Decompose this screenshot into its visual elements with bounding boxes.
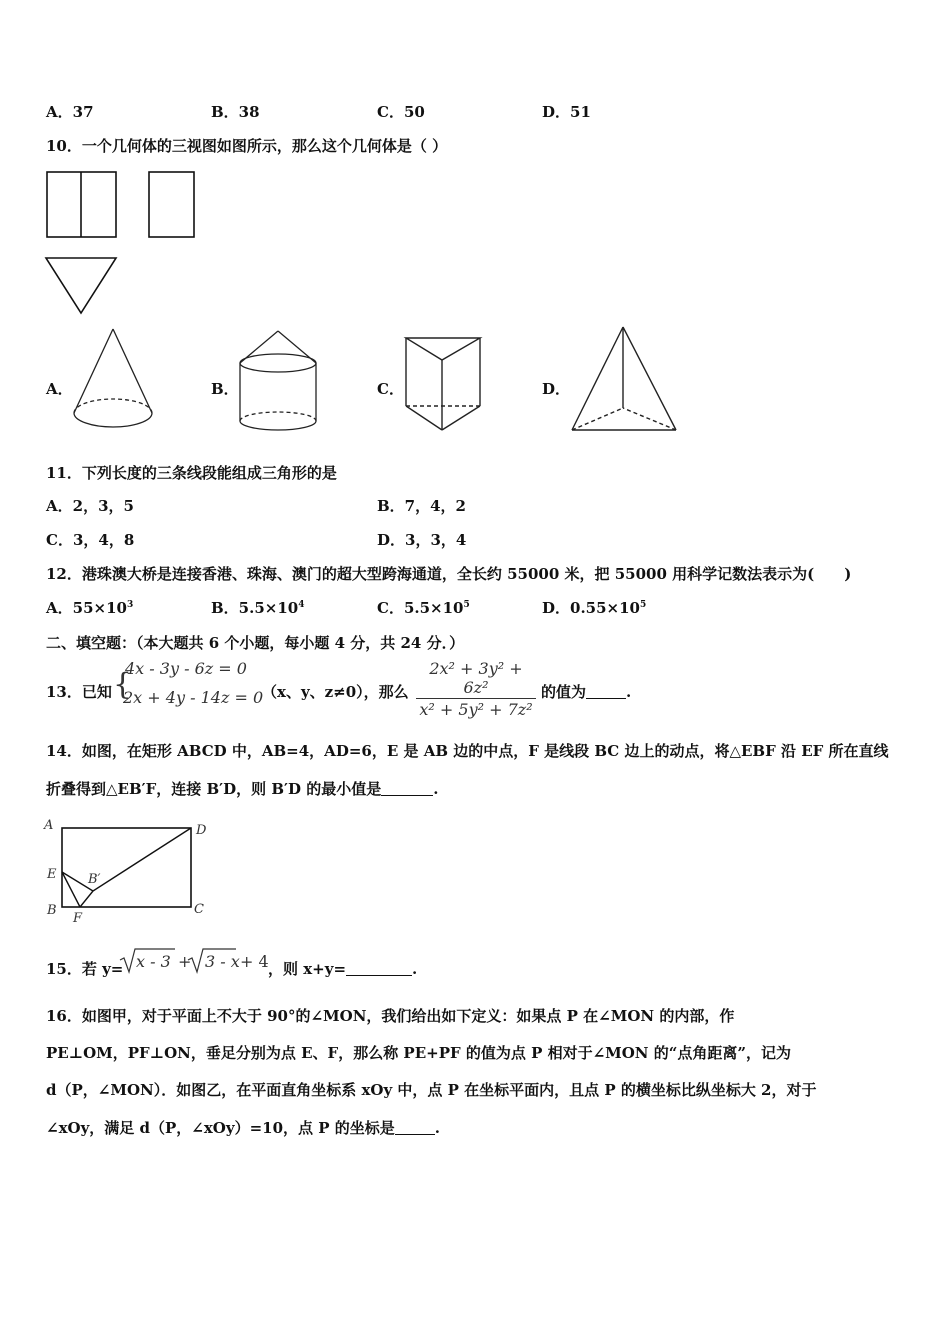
three-view-diagram: [0, 0, 950, 330]
q15-prefix: 15．若 y=: [46, 960, 124, 978]
q16-line-2: PE⊥OM，PF⊥ON，垂足分别为点 E、F，那么称 PE+PF 的值为点 P 相对于∠MON 的“点角距离”，记为: [46, 1044, 792, 1062]
answer-blank: [586, 684, 626, 699]
q13-condition: （x、y、z≠0），那么: [262, 683, 409, 701]
q13-fraction: [416, 659, 536, 719]
q12-option-c: C．$5.5\times 10^5$: [377, 599, 470, 617]
q13-suffix: 的值为 .: [541, 683, 632, 701]
answer-blank: [395, 1120, 435, 1135]
pyramid-figure: [566, 322, 681, 437]
q12-option-d: D．$0.55\times 10^5$: [542, 599, 647, 617]
q12-option-b: B．$5.5\times 10^4$: [211, 599, 305, 617]
label-c: C: [194, 902, 204, 917]
cone-figure: [70, 325, 160, 440]
q10-option-d: D．: [542, 380, 571, 398]
answer-blank: [381, 781, 433, 796]
q16-line-1: 16．如图甲，对于平面上不大于 90°的∠MON，我们给出如下定义：如果点 P 在∠MON 的内部，作: [46, 1007, 735, 1025]
q14-line-2: 折叠得到△EB′F，连接 B′D，则 B′D 的最小值是 .: [46, 780, 439, 798]
label-b: B: [47, 903, 57, 918]
q15-radicand-2: 3 - x: [205, 952, 240, 971]
q9-option-d: D．51: [542, 103, 591, 121]
system-brace: {: [113, 667, 133, 702]
side-view: [149, 172, 194, 237]
fraction-numerator: 2x² + 3y² + 6z²: [429, 659, 523, 697]
section-title: 二、填空题：（本大题共 6 个小题，每小题 4 分，共 24 分．）: [46, 634, 465, 652]
q11-option-d: D．3，3，4: [377, 531, 467, 549]
answer-blank: [346, 961, 412, 976]
q15-plus: +: [178, 952, 192, 971]
fraction-denominator: x² + 5y² + 7z²: [419, 700, 533, 719]
label-b-prime: B′: [88, 872, 101, 887]
q15-radicand-1: x - 3: [136, 952, 171, 971]
q13-equation-1: 4x - 3y - 6z = 0: [125, 659, 247, 678]
q15-text: ，则 x+y= .: [268, 960, 418, 978]
q16-line-4: ∠xOy，满足 d（P，∠xOy）=10，点 P 的坐标是 .: [46, 1119, 440, 1137]
q11-option-c: C．3，4，8: [46, 531, 135, 549]
q11-option-a: A．2，3，5: [46, 497, 134, 515]
prism-figure: [400, 330, 490, 440]
top-view: [46, 258, 116, 313]
q12-option-a: A．$55\times 10^3$: [46, 599, 134, 617]
q16-line-3: d（P，∠MON）．如图乙，在平面直角坐标系 xOy 中，点 P 在坐标平面内，且点 P 的横坐标比纵坐标大 2，对于: [46, 1081, 817, 1099]
q10-stem: 10．一个几何体的三视图如图所示，那么这个几何体是（ ）: [46, 137, 448, 155]
label-d: D: [196, 823, 207, 838]
label-a: A: [44, 818, 54, 833]
q12-stem: 12．港珠澳大桥是连接香港、珠海、澳门的超大型跨海通道，全长约 55000 米，把 55000 用科学记数法表示为( ): [46, 565, 852, 583]
cylinder-cone-figure: [232, 325, 327, 440]
label-e: E: [47, 867, 57, 882]
rectangle-fold-diagram: [40, 815, 220, 927]
q13-equation-2: 2x + 4y - 14z = 0: [123, 688, 264, 707]
q10-option-a: A．: [46, 380, 73, 398]
q9-option-a: A．37: [46, 103, 94, 121]
q9-option-c: C．50: [377, 103, 425, 121]
q11-option-b: B．7，4，2: [377, 497, 466, 515]
q14-line-1: 14．如图，在矩形 ABCD 中，AB=4，AD=6，E 是 AB 边的中点，F 是线段 BC 边上的动点，将△EBF 沿 EF 所在直线: [46, 742, 889, 760]
q10-option-c: C．: [377, 380, 404, 398]
q13-prefix: 13．已知: [46, 683, 112, 701]
label-f: F: [73, 911, 83, 926]
q15-tail: + 4: [240, 952, 269, 971]
q9-option-b: B．38: [211, 103, 260, 121]
q10-option-b: B．: [211, 380, 239, 398]
q11-stem: 11．下列长度的三条线段能组成三角形的是: [46, 464, 337, 482]
